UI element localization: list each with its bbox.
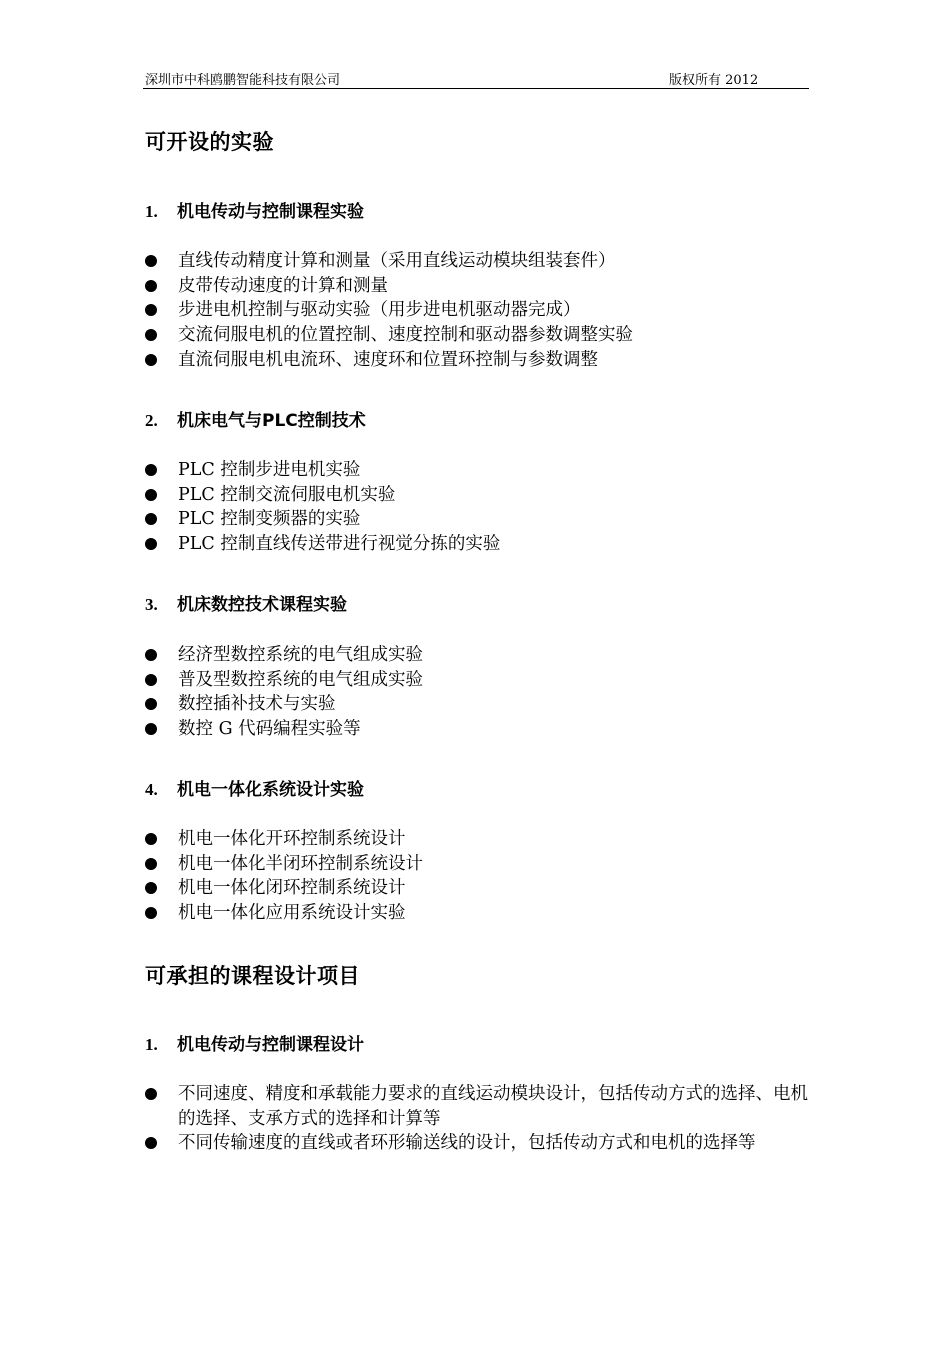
group-number: 1. bbox=[145, 1035, 158, 1054]
experiment-list bbox=[145, 458, 500, 557]
bullet-icon bbox=[145, 698, 157, 710]
group-number: 3. bbox=[145, 595, 158, 614]
list-item: 数控插补技术与实验 bbox=[145, 692, 423, 717]
group-heading bbox=[145, 197, 364, 222]
group-number: 2. bbox=[145, 411, 158, 430]
bullet-icon bbox=[145, 674, 157, 686]
section-title-course-design: 可承担的课程设计项目 bbox=[145, 964, 360, 988]
list-item: PLC 控制步进电机实验 bbox=[145, 458, 500, 483]
bullet-icon bbox=[145, 304, 157, 316]
list-item: 数控 G 代码编程实验等 bbox=[145, 717, 423, 742]
group-heading bbox=[145, 406, 366, 431]
group-title: 机电一体化系统设计实验 bbox=[177, 780, 364, 800]
group-number: 1. bbox=[145, 202, 158, 221]
list-item: 机电一体化应用系统设计实验 bbox=[145, 901, 423, 926]
group-heading bbox=[145, 775, 364, 800]
group-number: 4. bbox=[145, 780, 158, 799]
list-item: 不同速度、精度和承载能力要求的直线运动模块设计，包括传动方式的选择、电机的选择、支承方式的选择和计算等 bbox=[145, 1082, 818, 1131]
bullet-icon bbox=[145, 489, 157, 501]
list-item: 不同传输速度的直线或者环形输送线的设计，包括传动方式和电机的选择等 bbox=[145, 1131, 818, 1156]
list-item: 交流伺服电机的位置控制、速度控制和驱动器参数调整实验 bbox=[145, 323, 633, 348]
bullet-icon bbox=[145, 649, 157, 661]
list-item: 皮带传动速度的计算和测量 bbox=[145, 274, 633, 299]
bullet-icon bbox=[145, 513, 157, 525]
bullet-icon bbox=[145, 280, 157, 292]
bullet-icon bbox=[145, 882, 157, 894]
group-heading bbox=[145, 590, 347, 615]
list-item: 直流伺服电机电流环、速度环和位置环控制与参数调整 bbox=[145, 348, 633, 373]
list-item: 普及型数控系统的电气组成实验 bbox=[145, 668, 423, 693]
bullet-icon bbox=[145, 907, 157, 919]
list-item: 机电一体化闭环控制系统设计 bbox=[145, 876, 423, 901]
list-item: 步进电机控制与驱动实验（用步进电机驱动器完成） bbox=[145, 298, 633, 323]
list-item: PLC 控制交流伺服电机实验 bbox=[145, 483, 500, 508]
group-heading bbox=[145, 1030, 364, 1055]
bullet-icon bbox=[145, 329, 157, 341]
list-item: PLC 控制直线传送带进行视觉分拣的实验 bbox=[145, 532, 500, 557]
group-title: 机床电气与PLC控制技术 bbox=[177, 411, 366, 431]
bullet-icon bbox=[145, 858, 157, 870]
group-title: 机床数控技术课程实验 bbox=[177, 595, 347, 615]
bullet-icon bbox=[145, 538, 157, 550]
list-item: 直线传动精度计算和测量（采用直线运动模块组装套件） bbox=[145, 249, 633, 274]
bullet-icon bbox=[145, 255, 157, 267]
experiment-list bbox=[145, 643, 423, 742]
list-item: 机电一体化半闭环控制系统设计 bbox=[145, 852, 423, 877]
group-title: 机电传动与控制课程设计 bbox=[177, 1035, 364, 1055]
page-header bbox=[143, 66, 809, 89]
bullet-icon bbox=[145, 464, 157, 476]
bullet-icon bbox=[145, 833, 157, 845]
list-item: PLC 控制变频器的实验 bbox=[145, 507, 500, 532]
section-title-experiments: 可开设的实验 bbox=[145, 130, 274, 154]
bullet-icon bbox=[145, 1088, 157, 1100]
bullet-icon bbox=[145, 354, 157, 366]
experiment-list bbox=[145, 827, 423, 926]
design-project-list bbox=[145, 1082, 818, 1156]
experiment-list bbox=[145, 249, 633, 373]
list-item: 经济型数控系统的电气组成实验 bbox=[145, 643, 423, 668]
group-title: 机电传动与控制课程实验 bbox=[177, 202, 364, 222]
bullet-icon bbox=[145, 723, 157, 735]
copyright-notice: 版权所有 2012 bbox=[669, 73, 759, 88]
list-item: 机电一体化开环控制系统设计 bbox=[145, 827, 423, 852]
bullet-icon bbox=[145, 1137, 157, 1149]
company-name: 深圳市中科鸥鹏智能科技有限公司 bbox=[145, 73, 341, 88]
